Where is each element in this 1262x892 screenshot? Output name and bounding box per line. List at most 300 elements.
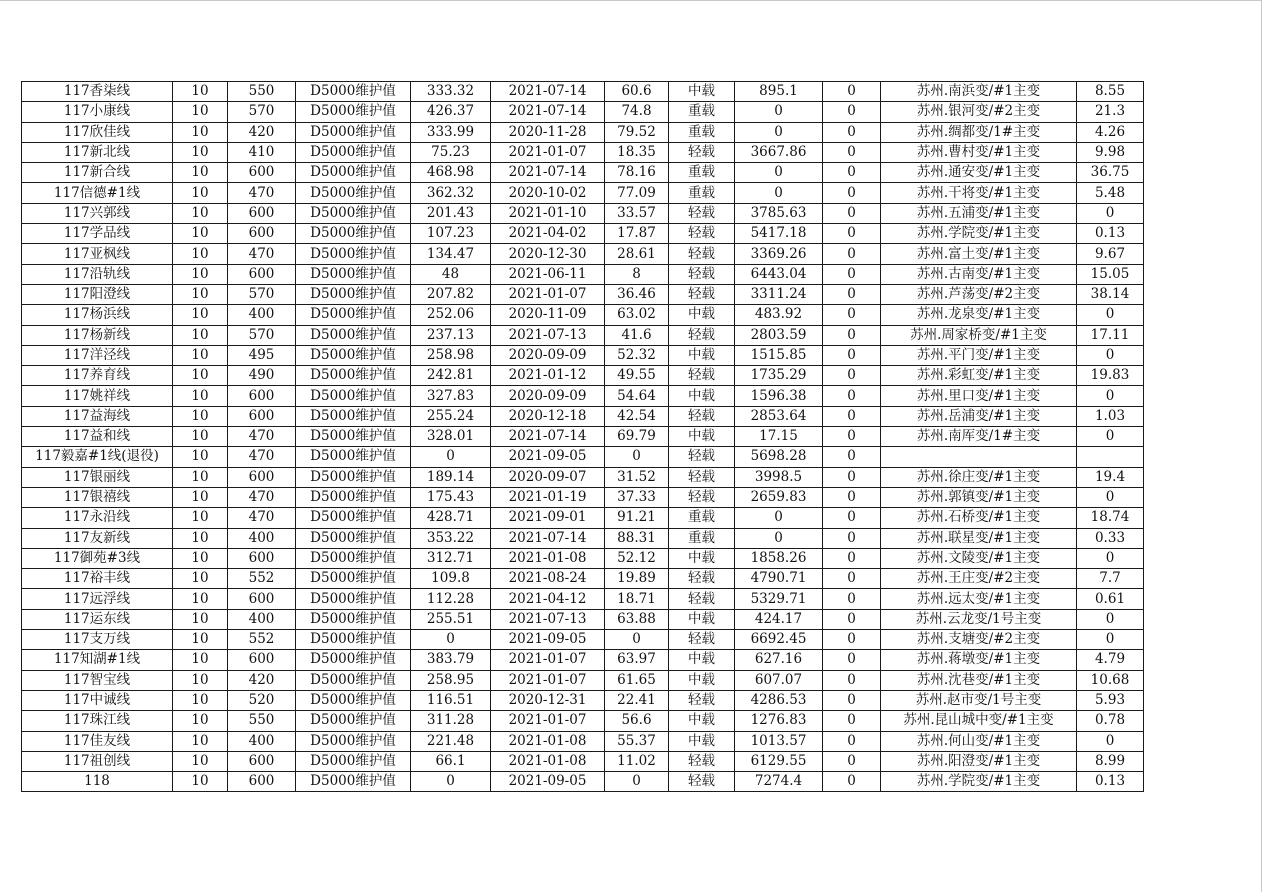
- cell-substation: 苏州.学院变/#1主变: [881, 224, 1077, 244]
- cell-percent-value: 21.3: [1077, 102, 1144, 122]
- cell-load-rate: 11.02: [605, 751, 669, 771]
- cell-spare-capacity: 0: [735, 183, 823, 203]
- cell-max-date: 2021-01-07: [491, 284, 605, 304]
- cell-voltage: 10: [173, 487, 228, 507]
- cell-spare-capacity: 1013.57: [735, 731, 823, 751]
- cell-load-status: 轻载: [669, 690, 735, 710]
- cell-spare-capacity: 1596.38: [735, 386, 823, 406]
- cell-percent-value: 0.78: [1077, 711, 1144, 731]
- cell-spare-capacity: 895.1: [735, 82, 823, 102]
- cell-max-date: 2021-07-13: [491, 325, 605, 345]
- cell-max-date: 2020-11-28: [491, 122, 605, 142]
- cell-line-name: 117信德#1线: [22, 183, 173, 203]
- cell-rated-current: 552: [228, 569, 296, 589]
- table-row: [22, 670, 1144, 690]
- cell-substation: 苏州.古南变/#1主变: [881, 264, 1077, 284]
- cell-rated-current: 600: [228, 467, 296, 487]
- cell-line-name: 117友新线: [22, 528, 173, 548]
- cell-load-status: 轻载: [669, 325, 735, 345]
- cell-line-name: 117新合线: [22, 163, 173, 183]
- cell-load-status: 中载: [669, 711, 735, 731]
- cell-overload-count: 0: [823, 569, 881, 589]
- cell-substation: 苏州.彩虹变/#1主变: [881, 366, 1077, 386]
- cell-max-current: 252.06: [411, 305, 491, 325]
- table-row: [22, 102, 1144, 122]
- cell-line-name: 117祖创线: [22, 751, 173, 771]
- cell-max-date: 2021-09-05: [491, 772, 605, 792]
- cell-load-status: 重载: [669, 122, 735, 142]
- cell-load-rate: 19.89: [605, 569, 669, 589]
- cell-max-date: 2020-12-30: [491, 244, 605, 264]
- cell-max-current: 201.43: [411, 203, 491, 223]
- cell-overload-count: 0: [823, 589, 881, 609]
- cell-data-source: D5000维护值: [296, 102, 411, 122]
- cell-overload-count: 0: [823, 609, 881, 629]
- cell-voltage: 10: [173, 264, 228, 284]
- cell-load-rate: 52.12: [605, 548, 669, 568]
- cell-rated-current: 600: [228, 772, 296, 792]
- cell-substation: 苏州.干将变/#1主变: [881, 183, 1077, 203]
- cell-percent-value: 0.61: [1077, 589, 1144, 609]
- cell-line-name: 117小康线: [22, 102, 173, 122]
- cell-max-current: 426.37: [411, 102, 491, 122]
- cell-load-rate: 49.55: [605, 366, 669, 386]
- cell-load-rate: 61.65: [605, 670, 669, 690]
- table-row: [22, 487, 1144, 507]
- cell-data-source: D5000维护值: [296, 82, 411, 102]
- cell-line-name: 117银丽线: [22, 467, 173, 487]
- cell-voltage: 10: [173, 650, 228, 670]
- cell-voltage: 10: [173, 447, 228, 467]
- cell-line-name: 117沿轨线: [22, 264, 173, 284]
- cell-load-status: 轻载: [669, 589, 735, 609]
- cell-data-source: D5000维护值: [296, 528, 411, 548]
- cell-substation: 苏州.远太变/#1主变: [881, 589, 1077, 609]
- table-row: [22, 690, 1144, 710]
- cell-max-current: 333.99: [411, 122, 491, 142]
- cell-max-current: 362.32: [411, 183, 491, 203]
- cell-load-status: 轻载: [669, 142, 735, 162]
- cell-spare-capacity: 3369.26: [735, 244, 823, 264]
- cell-data-source: D5000维护值: [296, 548, 411, 568]
- cell-load-status: 中载: [669, 609, 735, 629]
- cell-max-date: 2021-01-07: [491, 711, 605, 731]
- cell-substation: 苏州.周家桥变/#1主变: [881, 325, 1077, 345]
- cell-max-current: 312.71: [411, 548, 491, 568]
- cell-max-date: 2021-07-14: [491, 102, 605, 122]
- cell-load-status: 中载: [669, 650, 735, 670]
- cell-percent-value: 0: [1077, 427, 1144, 447]
- cell-rated-current: 420: [228, 122, 296, 142]
- cell-line-name: 117养育线: [22, 366, 173, 386]
- cell-substation: 苏州.蒋墩变/#1主变: [881, 650, 1077, 670]
- cell-data-source: D5000维护值: [296, 690, 411, 710]
- cell-max-date: 2020-09-09: [491, 386, 605, 406]
- table-row: [22, 386, 1144, 406]
- cell-max-current: 353.22: [411, 528, 491, 548]
- cell-spare-capacity: 0: [735, 122, 823, 142]
- cell-spare-capacity: 1515.85: [735, 345, 823, 365]
- cell-line-name: 117姚祥线: [22, 386, 173, 406]
- cell-substation: 苏州.富土变/#1主变: [881, 244, 1077, 264]
- cell-data-source: D5000维护值: [296, 264, 411, 284]
- cell-load-rate: 31.52: [605, 467, 669, 487]
- cell-spare-capacity: 5329.71: [735, 589, 823, 609]
- cell-overload-count: 0: [823, 487, 881, 507]
- cell-substation: 苏州.石桥变/#1主变: [881, 508, 1077, 528]
- cell-max-current: 255.51: [411, 609, 491, 629]
- cell-overload-count: 0: [823, 548, 881, 568]
- cell-rated-current: 400: [228, 731, 296, 751]
- cell-max-date: 2021-07-14: [491, 528, 605, 548]
- table-row: [22, 711, 1144, 731]
- cell-line-name: 118: [22, 772, 173, 792]
- cell-line-name: 117永沿线: [22, 508, 173, 528]
- cell-load-rate: 18.71: [605, 589, 669, 609]
- cell-voltage: 10: [173, 284, 228, 304]
- table-row: [22, 163, 1144, 183]
- cell-max-current: 107.23: [411, 224, 491, 244]
- table-row: [22, 325, 1144, 345]
- cell-data-source: D5000维护值: [296, 589, 411, 609]
- cell-spare-capacity: 6129.55: [735, 751, 823, 771]
- cell-spare-capacity: 0: [735, 528, 823, 548]
- cell-load-rate: 79.52: [605, 122, 669, 142]
- cell-spare-capacity: 3785.63: [735, 203, 823, 223]
- cell-max-date: 2021-09-05: [491, 630, 605, 650]
- table-row: [22, 406, 1144, 426]
- table-row: [22, 183, 1144, 203]
- cell-load-rate: 0: [605, 630, 669, 650]
- table-row: [22, 731, 1144, 751]
- cell-max-current: 0: [411, 630, 491, 650]
- cell-rated-current: 600: [228, 650, 296, 670]
- cell-substation: 苏州.学院变/#1主变: [881, 772, 1077, 792]
- cell-load-status: 轻载: [669, 224, 735, 244]
- cell-spare-capacity: 0: [735, 102, 823, 122]
- cell-spare-capacity: 0: [735, 508, 823, 528]
- cell-percent-value: 0: [1077, 731, 1144, 751]
- cell-percent-value: 5.93: [1077, 690, 1144, 710]
- cell-max-current: 189.14: [411, 467, 491, 487]
- table-row: [22, 609, 1144, 629]
- cell-percent-value: 0.13: [1077, 224, 1144, 244]
- cell-load-rate: 54.64: [605, 386, 669, 406]
- cell-spare-capacity: 5417.18: [735, 224, 823, 244]
- cell-percent-value: 38.14: [1077, 284, 1144, 304]
- cell-load-rate: 18.35: [605, 142, 669, 162]
- cell-load-rate: 41.6: [605, 325, 669, 345]
- cell-spare-capacity: 4790.71: [735, 569, 823, 589]
- cell-max-date: 2021-01-08: [491, 548, 605, 568]
- cell-rated-current: 600: [228, 406, 296, 426]
- cell-max-date: 2021-01-08: [491, 731, 605, 751]
- cell-max-date: 2021-07-14: [491, 427, 605, 447]
- cell-overload-count: 0: [823, 731, 881, 751]
- table-row: [22, 528, 1144, 548]
- cell-voltage: 10: [173, 203, 228, 223]
- cell-max-date: 2021-01-10: [491, 203, 605, 223]
- cell-spare-capacity: 17.15: [735, 427, 823, 447]
- cell-spare-capacity: 483.92: [735, 305, 823, 325]
- cell-substation: 苏州.王庄变/#2主变: [881, 569, 1077, 589]
- cell-voltage: 10: [173, 345, 228, 365]
- cell-load-status: 中载: [669, 731, 735, 751]
- cell-overload-count: 0: [823, 630, 881, 650]
- cell-max-date: 2020-12-18: [491, 406, 605, 426]
- cell-overload-count: 0: [823, 751, 881, 771]
- cell-load-rate: 63.02: [605, 305, 669, 325]
- cell-load-rate: 55.37: [605, 731, 669, 751]
- cell-rated-current: 470: [228, 508, 296, 528]
- cell-load-rate: 37.33: [605, 487, 669, 507]
- cell-max-current: 0: [411, 447, 491, 467]
- cell-overload-count: 0: [823, 447, 881, 467]
- cell-overload-count: 0: [823, 711, 881, 731]
- table-row: [22, 427, 1144, 447]
- cell-rated-current: 400: [228, 609, 296, 629]
- cell-voltage: 10: [173, 163, 228, 183]
- cell-data-source: D5000维护值: [296, 244, 411, 264]
- cell-max-date: 2021-04-02: [491, 224, 605, 244]
- cell-voltage: 10: [173, 690, 228, 710]
- cell-load-status: 中载: [669, 345, 735, 365]
- cell-percent-value: 17.11: [1077, 325, 1144, 345]
- cell-rated-current: 470: [228, 447, 296, 467]
- table-body: [22, 82, 1144, 792]
- cell-rated-current: 420: [228, 670, 296, 690]
- cell-line-name: 117银禧线: [22, 487, 173, 507]
- cell-load-status: 重载: [669, 508, 735, 528]
- cell-voltage: 10: [173, 670, 228, 690]
- cell-max-current: 66.1: [411, 751, 491, 771]
- cell-substation: 苏州.曹村变/#1主变: [881, 142, 1077, 162]
- cell-percent-value: 0: [1077, 609, 1144, 629]
- cell-load-rate: 33.57: [605, 203, 669, 223]
- cell-overload-count: 0: [823, 325, 881, 345]
- table-row: [22, 122, 1144, 142]
- cell-spare-capacity: 2853.64: [735, 406, 823, 426]
- cell-load-rate: 78.16: [605, 163, 669, 183]
- cell-max-current: 0: [411, 772, 491, 792]
- cell-rated-current: 470: [228, 487, 296, 507]
- cell-overload-count: 0: [823, 224, 881, 244]
- cell-max-date: 2021-01-07: [491, 670, 605, 690]
- table-row: [22, 345, 1144, 365]
- cell-max-date: 2021-01-08: [491, 751, 605, 771]
- cell-load-rate: 56.6: [605, 711, 669, 731]
- cell-substation: 苏州.沈巷变/#1主变: [881, 670, 1077, 690]
- cell-substation: 苏州.郭镇变/#1主变: [881, 487, 1077, 507]
- table-row: [22, 366, 1144, 386]
- cell-line-name: 117中诚线: [22, 690, 173, 710]
- table-row: [22, 569, 1144, 589]
- cell-percent-value: 0: [1077, 203, 1144, 223]
- cell-line-name: 117益海线: [22, 406, 173, 426]
- cell-data-source: D5000维护值: [296, 406, 411, 426]
- cell-max-current: 237.13: [411, 325, 491, 345]
- cell-max-date: 2021-08-24: [491, 569, 605, 589]
- table-row: [22, 284, 1144, 304]
- cell-max-date: 2020-09-09: [491, 345, 605, 365]
- cell-data-source: D5000维护值: [296, 609, 411, 629]
- cell-data-source: D5000维护值: [296, 386, 411, 406]
- cell-data-source: D5000维护值: [296, 650, 411, 670]
- cell-data-source: D5000维护值: [296, 163, 411, 183]
- cell-overload-count: 0: [823, 305, 881, 325]
- cell-max-date: 2020-12-31: [491, 690, 605, 710]
- cell-line-name: 117毅嘉#1线(退役): [22, 447, 173, 467]
- table-row: [22, 82, 1144, 102]
- cell-line-name: 117杨新线: [22, 325, 173, 345]
- table-row: [22, 305, 1144, 325]
- cell-max-current: 116.51: [411, 690, 491, 710]
- cell-max-current: 311.28: [411, 711, 491, 731]
- cell-voltage: 10: [173, 630, 228, 650]
- cell-percent-value: 8.55: [1077, 82, 1144, 102]
- cell-overload-count: 0: [823, 82, 881, 102]
- cell-max-current: 242.81: [411, 366, 491, 386]
- cell-percent-value: 19.4: [1077, 467, 1144, 487]
- cell-load-status: 轻载: [669, 284, 735, 304]
- cell-max-date: 2020-10-02: [491, 183, 605, 203]
- cell-max-date: 2021-01-07: [491, 650, 605, 670]
- cell-voltage: 10: [173, 467, 228, 487]
- table-row: [22, 589, 1144, 609]
- cell-percent-value: 0.33: [1077, 528, 1144, 548]
- cell-max-current: 258.98: [411, 345, 491, 365]
- cell-voltage: 10: [173, 508, 228, 528]
- cell-voltage: 10: [173, 142, 228, 162]
- cell-voltage: 10: [173, 548, 228, 568]
- cell-substation: 苏州.联星变/#1主变: [881, 528, 1077, 548]
- cell-load-rate: 88.31: [605, 528, 669, 548]
- cell-load-rate: 0: [605, 772, 669, 792]
- cell-overload-count: 0: [823, 183, 881, 203]
- cell-data-source: D5000维护值: [296, 427, 411, 447]
- cell-percent-value: 15.05: [1077, 264, 1144, 284]
- cell-data-source: D5000维护值: [296, 183, 411, 203]
- cell-rated-current: 470: [228, 427, 296, 447]
- cell-load-rate: 91.21: [605, 508, 669, 528]
- cell-max-current: 428.71: [411, 508, 491, 528]
- cell-line-name: 117学品线: [22, 224, 173, 244]
- cell-rated-current: 600: [228, 548, 296, 568]
- cell-voltage: 10: [173, 102, 228, 122]
- cell-percent-value: 18.74: [1077, 508, 1144, 528]
- cell-percent-value: 0.13: [1077, 772, 1144, 792]
- cell-percent-value: 10.68: [1077, 670, 1144, 690]
- cell-substation: 苏州.芦荡变/#2主变: [881, 284, 1077, 304]
- cell-load-rate: 8: [605, 264, 669, 284]
- cell-voltage: 10: [173, 122, 228, 142]
- cell-data-source: D5000维护值: [296, 224, 411, 244]
- cell-max-date: 2021-01-12: [491, 366, 605, 386]
- cell-line-name: 117兴郭线: [22, 203, 173, 223]
- cell-substation: 苏州.徐庄变/#1主变: [881, 467, 1077, 487]
- cell-percent-value: 0: [1077, 386, 1144, 406]
- cell-voltage: 10: [173, 731, 228, 751]
- cell-max-current: 468.98: [411, 163, 491, 183]
- cell-load-status: 轻载: [669, 447, 735, 467]
- cell-load-status: 中载: [669, 670, 735, 690]
- cell-overload-count: 0: [823, 406, 881, 426]
- cell-load-status: 重载: [669, 102, 735, 122]
- table-row: [22, 508, 1144, 528]
- table-row: [22, 244, 1144, 264]
- cell-max-current: 333.32: [411, 82, 491, 102]
- cell-data-source: D5000维护值: [296, 711, 411, 731]
- cell-percent-value: 4.79: [1077, 650, 1144, 670]
- cell-load-status: 重载: [669, 528, 735, 548]
- cell-load-status: 轻载: [669, 467, 735, 487]
- cell-max-date: 2021-06-11: [491, 264, 605, 284]
- cell-load-rate: 36.46: [605, 284, 669, 304]
- cell-data-source: D5000维护值: [296, 569, 411, 589]
- cell-overload-count: 0: [823, 244, 881, 264]
- cell-substation: [881, 447, 1077, 467]
- cell-line-name: 117远浮线: [22, 589, 173, 609]
- cell-voltage: 10: [173, 366, 228, 386]
- cell-data-source: D5000维护值: [296, 731, 411, 751]
- cell-percent-value: 9.98: [1077, 142, 1144, 162]
- cell-data-source: D5000维护值: [296, 122, 411, 142]
- cell-load-rate: 42.54: [605, 406, 669, 426]
- cell-line-name: 117智宝线: [22, 670, 173, 690]
- cell-overload-count: 0: [823, 264, 881, 284]
- cell-rated-current: 410: [228, 142, 296, 162]
- cell-load-rate: 28.61: [605, 244, 669, 264]
- cell-percent-value: 1.03: [1077, 406, 1144, 426]
- cell-overload-count: 0: [823, 203, 881, 223]
- cell-spare-capacity: 2659.83: [735, 487, 823, 507]
- cell-voltage: 10: [173, 772, 228, 792]
- cell-load-status: 轻载: [669, 406, 735, 426]
- cell-load-status: 中载: [669, 305, 735, 325]
- feeder-load-table: [21, 81, 1144, 792]
- cell-max-current: 134.47: [411, 244, 491, 264]
- cell-max-date: 2020-09-07: [491, 467, 605, 487]
- cell-rated-current: 520: [228, 690, 296, 710]
- cell-voltage: 10: [173, 325, 228, 345]
- cell-overload-count: 0: [823, 163, 881, 183]
- cell-load-status: 轻载: [669, 203, 735, 223]
- cell-max-current: 112.28: [411, 589, 491, 609]
- cell-overload-count: 0: [823, 102, 881, 122]
- cell-overload-count: 0: [823, 386, 881, 406]
- cell-substation: 苏州.平门变/#1主变: [881, 345, 1077, 365]
- cell-voltage: 10: [173, 427, 228, 447]
- cell-load-rate: 22.41: [605, 690, 669, 710]
- cell-line-name: 117新北线: [22, 142, 173, 162]
- cell-rated-current: 570: [228, 325, 296, 345]
- cell-overload-count: 0: [823, 690, 881, 710]
- cell-data-source: D5000维护值: [296, 305, 411, 325]
- table-row: [22, 142, 1144, 162]
- cell-percent-value: 7.7: [1077, 569, 1144, 589]
- cell-max-date: 2021-07-13: [491, 609, 605, 629]
- cell-voltage: 10: [173, 305, 228, 325]
- cell-percent-value: 8.99: [1077, 751, 1144, 771]
- cell-spare-capacity: 627.16: [735, 650, 823, 670]
- cell-substation: 苏州.通安变/#1主变: [881, 163, 1077, 183]
- cell-percent-value: 9.67: [1077, 244, 1144, 264]
- cell-line-name: 117杨浜线: [22, 305, 173, 325]
- cell-substation: 苏州.云龙变/1号主变: [881, 609, 1077, 629]
- cell-line-name: 117支万线: [22, 630, 173, 650]
- cell-spare-capacity: 3311.24: [735, 284, 823, 304]
- cell-spare-capacity: 7274.4: [735, 772, 823, 792]
